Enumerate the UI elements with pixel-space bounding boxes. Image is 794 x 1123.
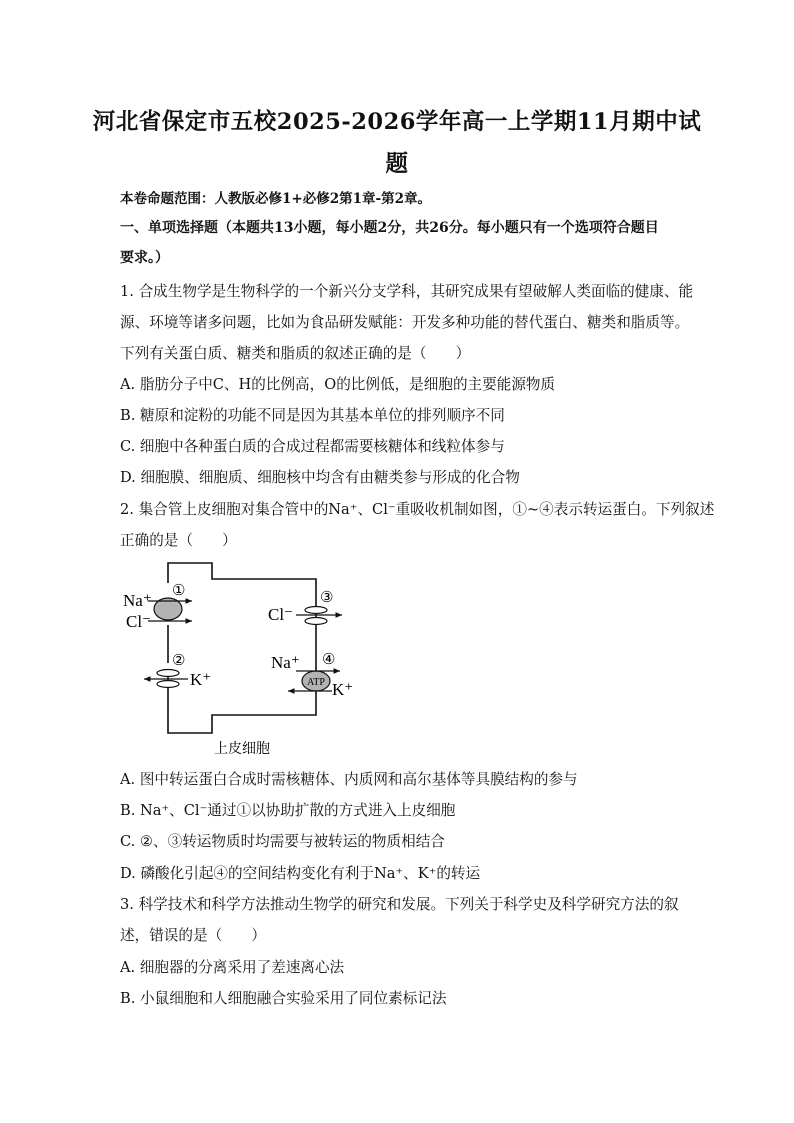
label-1: ① <box>172 583 186 599</box>
exam-title-line-2: 题 <box>385 151 409 177</box>
q2-stem-line-2: 正确的是（ ） <box>120 532 237 549</box>
q2-option-c: C. ②、③转运物质时均需要与被转运的物质相结合 <box>120 833 445 850</box>
k-right-label: K⁺ <box>332 680 354 699</box>
q1-option-b: B. 糖原和淀粉的功能不同是因为其基本单位的排列顺序不同 <box>120 407 505 424</box>
epithelial-cell-transport-diagram <box>112 555 382 760</box>
cl-right-label: Cl⁻ <box>268 605 294 624</box>
label-3: ③ <box>320 590 334 606</box>
q3-stem-line-1: 3. 科学技术和科学方法推动生物学的研究和发展。下列关于科学史及科学研究方法的叙 <box>120 896 679 913</box>
na-right-label: Na⁺ <box>271 653 300 672</box>
label-2: ② <box>172 653 186 669</box>
q3-option-b: B. 小鼠细胞和人细胞融合实验采用了同位素标记法 <box>120 990 447 1007</box>
exam-scope: 本卷命题范围：人教版必修1+必修2第1章-第2章。 <box>120 191 431 207</box>
q1-option-d: D. 细胞膜、细胞质、细胞核中均含有由糖类参与形成的化合物 <box>120 469 520 486</box>
q1-stem-line-1: 1. 合成生物学是生物科学的一个新兴分支学科，其研究成果有望破解人类面临的健康、能 <box>120 283 694 300</box>
q1-stem-line-3: 下列有关蛋白质、糖类和脂质的叙述正确的是（ ） <box>120 345 471 362</box>
label-4: ④ <box>322 652 336 668</box>
section-heading-line-2: 要求。） <box>120 250 169 266</box>
q1-option-c: C. 细胞中各种蛋白质的合成过程都需要核糖体和线粒体参与 <box>120 438 505 455</box>
q2-option-a: A. 图中转运蛋白合成时需核糖体、内质网和高尔基体等具膜结构的参与 <box>120 771 578 788</box>
atp-label: ATP <box>307 677 325 688</box>
q3-stem-line-2: 述，错误的是（ ） <box>120 927 266 944</box>
cell-outline <box>168 563 316 733</box>
transporter-3-bottom <box>305 618 327 625</box>
q2-option-d: D. 磷酸化引起④的空间结构变化有利于Na⁺、K⁺的转运 <box>120 865 481 882</box>
section-heading-line-1: 一、单项选择题（本题共13小题，每小题2分，共26分。每小题只有一个选项符合题目 <box>120 220 659 236</box>
q1-option-a: A. 脂肪分子中C、H的比例高，O的比例低，是细胞的主要能源物质 <box>120 376 556 393</box>
diagram-caption: 上皮细胞 <box>214 741 270 757</box>
k-left-label: K⁺ <box>190 670 212 689</box>
transporter-2-top <box>157 670 179 677</box>
q1-stem-line-2: 源、环境等诸多问题，比如为食品研发赋能：开发多种功能的替代蛋白、糖类和脂质等。 <box>120 314 690 331</box>
transporter-3-top <box>305 607 327 614</box>
exam-title-line-1: 河北省保定市五校2025-2026学年高一上学期11月期中试 <box>92 109 702 135</box>
transporter-2-bottom <box>157 681 179 688</box>
q2-option-b: B. Na⁺、Cl⁻通过①以协助扩散的方式进入上皮细胞 <box>120 802 456 819</box>
q3-option-a: A. 细胞器的分离采用了差速离心法 <box>120 959 345 976</box>
q2-stem-line-1: 2. 集合管上皮细胞对集合管中的Na⁺、Cl⁻重吸收机制如图，①~④表示转运蛋白。下列叙述 <box>120 501 715 518</box>
cl-left-label: Cl⁻ <box>126 612 152 631</box>
na-left-label: Na⁺ <box>123 591 152 610</box>
